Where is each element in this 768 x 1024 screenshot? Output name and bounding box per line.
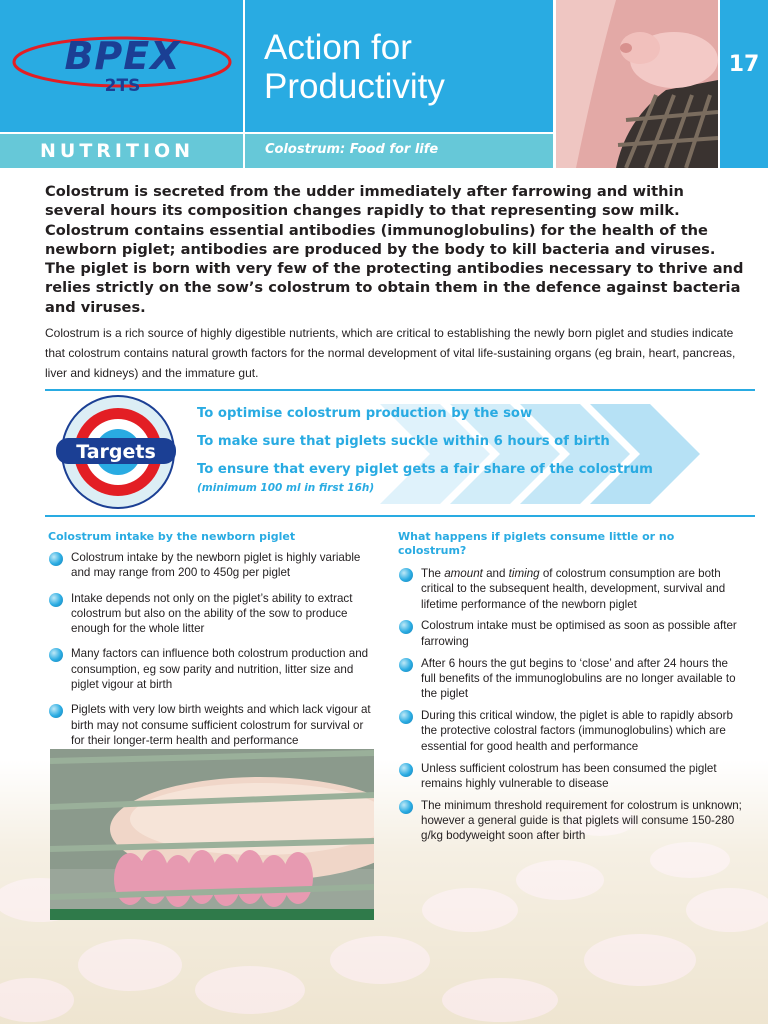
target-item-1: To optimise colostrum production by the sow — [197, 406, 533, 421]
list-item: Intake depends not only on the piglet’s ability to extract colostrum but also on the ability of the sow to produce enough for the whole litter — [48, 591, 378, 637]
targets-badge-label: Targets — [76, 441, 156, 463]
column-2-heading: What happens if piglets consume little or no colostrum? — [398, 530, 675, 557]
bpex-logo — [10, 22, 235, 102]
logo-panel — [0, 0, 243, 132]
sow-and-litter-photo — [50, 749, 374, 920]
bullet-icon — [399, 710, 413, 724]
bullet-icon — [49, 593, 63, 607]
piglet-suckling-photo — [556, 0, 718, 168]
sheet-number: 17 — [728, 52, 760, 77]
piglet-photo-illustration — [556, 0, 718, 168]
target-note: (minimum 100 ml in first 16h) — [197, 482, 375, 494]
intro-bold-paragraph: Colostrum is secreted from the udder immediately after farrowing and within several hours its composition changes rapidly to that representing sow milk. Colostrum contains essential antibodies (immunoglobulins) for the health of the newborn piglet; antibodies are produced by the body to kill bacteria and viruses. The piglet is born with very few of the protecting antibodies necessary to thrive and relies strictly on the sow’s colostrum to obtain them in the defence against bacteria and viruses. — [45, 183, 744, 316]
bullet-icon — [399, 658, 413, 672]
bullet-icon — [49, 552, 63, 566]
page-title — [264, 28, 554, 106]
divider-bottom — [45, 515, 755, 517]
column-1-heading: Colostrum intake by the newborn piglet — [48, 530, 296, 543]
logo-brand: BPEX — [64, 34, 181, 78]
bullet-icon — [399, 763, 413, 777]
target-item-3: To ensure that every piglet gets a fair share of the colostrum — [197, 462, 653, 477]
column-2-list — [398, 566, 743, 850]
list-item: Colostrum intake must be optimised as soon as possible after farrowing — [398, 618, 743, 649]
bullet-icon — [49, 704, 63, 718]
target-bullseye-icon — [52, 394, 182, 510]
divider-top — [45, 389, 755, 391]
section-label: NUTRITION — [40, 140, 195, 162]
title-line-1: Action for — [264, 28, 412, 67]
title-line-2: Productivity — [264, 67, 445, 106]
sow-litter-illustration — [50, 749, 374, 920]
list-item: Many factors can influence both colostrum production and consumption, eg sow parity and nutrition, litter size and piglet vigour at birth — [48, 646, 378, 692]
sheet-number-panel — [720, 0, 768, 168]
target-item-2: To make sure that piglets suckle within 6 hours of birth — [197, 434, 610, 449]
section-band — [0, 134, 243, 168]
bullet-icon — [49, 648, 63, 662]
page-subtitle: Colostrum: Food for life — [265, 142, 439, 157]
bullet-icon — [399, 568, 413, 582]
list-item: Unless sufficient colostrum has been consumed the piglet remains highly vulnerable to disease — [398, 761, 743, 792]
list-item: Colostrum intake by the newborn piglet is highly variable and may range from 200 to 450g per piglet — [48, 550, 378, 581]
list-item: The amount and timing of colostrum consumption are both critical to the subsequent health, development, survival and lifetime performance of the newborn piglet — [398, 566, 743, 612]
logo-sub: 2TS — [104, 76, 141, 96]
list-item: Piglets with very low birth weights and which lack vigour at birth may not consume sufficient colostrum for survival or for their longer-term health and performance — [48, 702, 378, 748]
bullet-icon — [399, 800, 413, 814]
list-item: During this critical window, the piglet is able to rapidly absorb the protective colostral factors (immunoglobulins) which are essential for good health and performance — [398, 708, 743, 754]
bullet-icon — [399, 620, 413, 634]
list-item: The minimum threshold requirement for colostrum is unknown; however a general guide is that piglets will consume 150-280 g/kg bodyweight soon after birth — [398, 798, 743, 844]
column-1-list — [48, 550, 378, 758]
intro-paragraph: Colostrum is a rich source of highly digestible nutrients, which are critical to establishing the newly born piglet and studies indicate that colostrum contains natural growth factors for the normal development of vital life-sustaining organs (eg brain, heart, pancreas, liver and kidneys) and the immature gut. — [45, 326, 736, 380]
list-item: After 6 hours the gut begins to ‘close’ and after 24 hours the full benefits of the immunoglobulins are no longer available to the piglet — [398, 656, 743, 702]
